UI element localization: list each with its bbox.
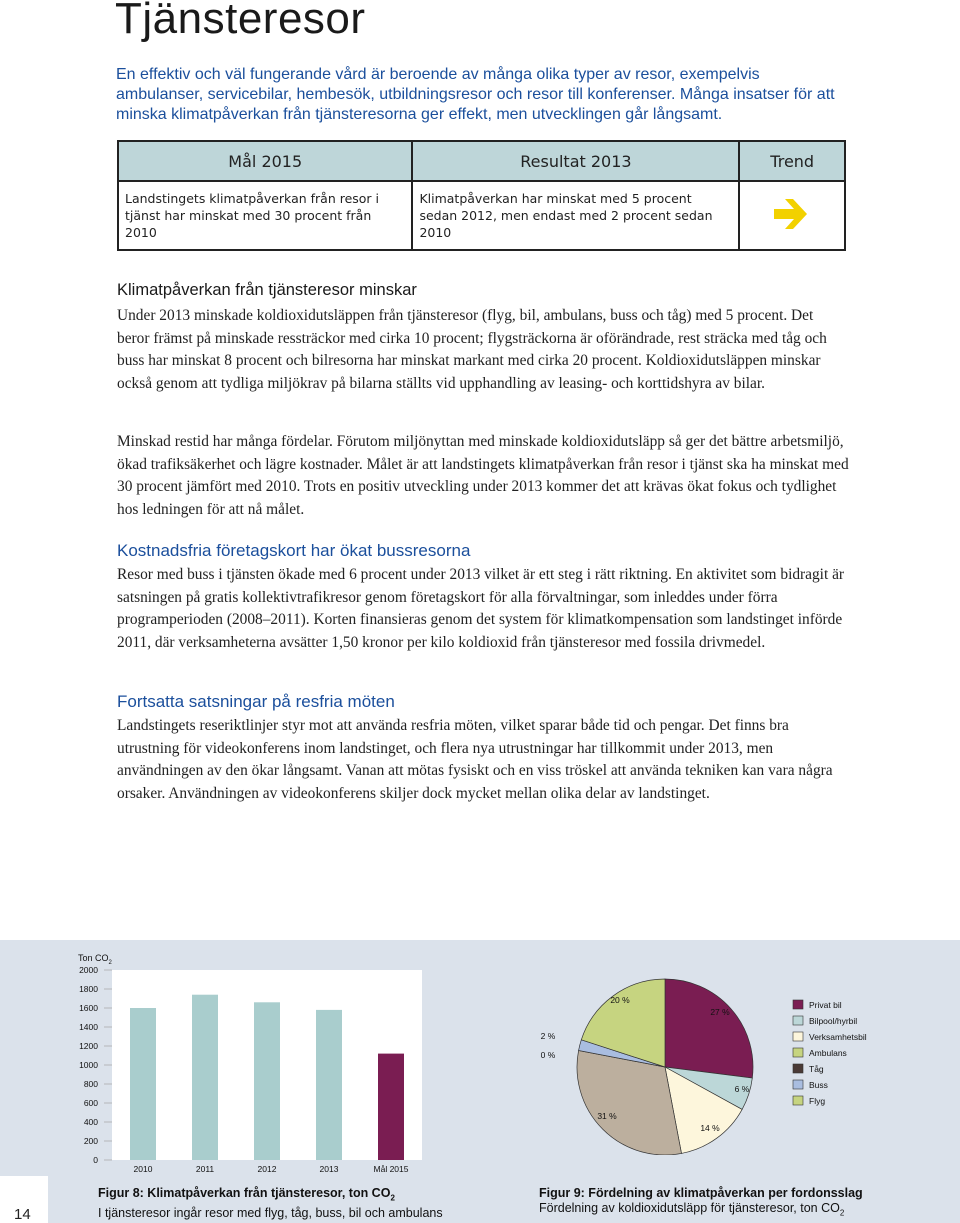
section-1-paragraph-2: Minskad restid har många fördelar. Förutom miljönyttan med minskade koldioxidutsläpp så ger det bättre arbetsmiljö, ökad trafiksäkerhet och lägre kostnader. Målet är att landstingets klimatpåverkan från resor i tjänst ska ha minskat med 30 procent jämfört med 2010. Trots en positiv utveckling under 2013 kommer det att krävas ökat fokus och tydlighet hos ledningen för att nå målet. (117, 433, 849, 518)
pie-slice-label: 2 % (540, 1031, 556, 1041)
trend-header: Trend (739, 141, 845, 181)
bar-y-axis-label: Ton $CO_2$ (78, 953, 112, 966)
pie-slice-label: 6 % (734, 1084, 750, 1094)
intro-paragraph: En effektiv och väl fungerande vård är beroende av många olika typer av resor, exempelvis ambulanser, servicebilar, hembesök, utbildningsresor och resor till konferenser. Många insatser för att minska klimatpåverkan från tjänsteresorna ger effekt, men utvecklingen går långsamt. (116, 66, 835, 123)
legend-swatch (793, 1096, 803, 1105)
figure-9-caption (539, 1186, 939, 1221)
legend-label: Buss (809, 1080, 828, 1090)
legend-swatch (793, 1032, 803, 1041)
goal-header: Mål 2015 (118, 141, 412, 181)
bar-y-tick-label: 2000 (79, 965, 98, 975)
legend-swatch (793, 1080, 803, 1089)
bar-y-tick-label: 800 (83, 1079, 98, 1089)
figure-8-text: I tjänsteresor ingår resor med flyg, tåg, buss, bil och ambulans (98, 1205, 443, 1220)
legend-swatch (793, 1048, 803, 1057)
bar-category-label: 2012 (257, 1164, 277, 1174)
goal-table-header-row (118, 141, 845, 181)
section-2-paragraph-1: Resor med buss i tjänsten ökade med 6 procent under 2013 vilket är ett steg i rätt riktning. En aktivitet som bidragit är satsningen på gratis kollektivtrafikresor genom företagskort för alla förvaltningar, som inleddes under förra programperioden (2008–2011). Korten finansieras genom det system för klimatkompensation som landstinget införde 2011, där verksamheterna avsätter 1,50 kronor per kilo koldioxid från tjänsteresor med fossila drivmedel. (117, 566, 845, 651)
legend-label: Tåg (809, 1064, 824, 1074)
legend-swatch (793, 1016, 803, 1025)
bar-y-tick-label: 0 (93, 1155, 98, 1165)
goal-cell: Landstingets klimatpåverkan från resor i tjänst har minskat med 30 procent från 2010 (125, 191, 380, 240)
page-title: Tjänsteresor (115, 0, 366, 43)
trend-cell (739, 181, 845, 250)
legend-label: Flyg (809, 1096, 826, 1106)
section-heading-2: Kostnadsfria företagskort har ökat bussresorna (117, 541, 471, 560)
arrow-right-icon (771, 194, 813, 234)
legend-swatch (793, 1000, 803, 1009)
bar-2010 (130, 1008, 156, 1160)
page-number-box (0, 1176, 48, 1223)
figure-8-title: Figur 8: Klimatpåverkan från tjänsteresor, ton $CO_2$ (98, 1186, 395, 1203)
bar-y-tick-label: 1000 (79, 1060, 98, 1070)
legend-label: Verksamhetsbil (809, 1032, 867, 1042)
page-number: 14 (14, 1206, 31, 1223)
bar-Mål 2015 (378, 1054, 404, 1160)
bar-chart (60, 948, 440, 1180)
legend-label: Ambulans (809, 1048, 847, 1058)
bar-y-tick-label: 400 (83, 1117, 98, 1127)
pie-chart (530, 975, 910, 1155)
bar-category-label: Mål 2015 (373, 1164, 409, 1174)
pie-slice-Privat bil (665, 979, 753, 1078)
bar-category-label: 2010 (133, 1164, 153, 1174)
bar-y-tick-label: 1600 (79, 1003, 98, 1013)
legend-label: Privat bil (809, 1000, 842, 1010)
result-cell: Klimatpåverkan har minskat med 5 procent sedan 2012, men endast med 2 procent sedan 2010 (412, 181, 739, 250)
bar-y-tick-label: 1400 (79, 1022, 98, 1032)
pie-slice-label: 0 % (540, 1050, 556, 1060)
pie-slice-label: 20 % (610, 995, 630, 1005)
bar-2012 (254, 1002, 280, 1160)
pie-slice-label: 31 % (597, 1111, 617, 1121)
bar-y-tick-label: 200 (83, 1136, 98, 1146)
legend-label: Bilpool/hyrbil (809, 1016, 858, 1026)
bar-2011 (192, 995, 218, 1160)
goal-table (117, 140, 846, 251)
figure-8-caption (98, 1186, 518, 1221)
bar-category-label: 2013 (319, 1164, 339, 1174)
result-header: Resultat 2013 (412, 141, 739, 181)
pie-slice-label: 14 % (700, 1123, 720, 1133)
figure-9-text: Fördelning av koldioxidutsläpp för tjänsteresor, ton $CO_2$ (539, 1201, 845, 1218)
bar-y-tick-label: 1200 (79, 1041, 98, 1051)
bar-category-label: 2011 (195, 1164, 215, 1174)
bar-2013 (316, 1010, 342, 1160)
pie-slice-label: 27 % (710, 1007, 730, 1017)
section-heading-3: Fortsatta satsningar på resfria möten (117, 692, 395, 711)
section-1-paragraph-1: Under 2013 minskade koldioxidutsläppen från tjänsteresor (flyg, bil, ambulans, buss och tåg) med 5 procent. Det beror främst på minskade ressträckor med cirka 10 procent; flygsträckorna är oförändrade, rest sträcka med tåg och buss har minskat 8 procent och bilresorna har minskat markant med cirka 20 procent. Koldioxidutsläppen minskar också genom att tydliga miljökrav på bilarna ställts vid upphandling av leasing- och korttidshyra av bilar. (117, 307, 827, 392)
bar-y-tick-label: 600 (83, 1098, 98, 1108)
section-3-paragraph-1: Landstingets reseriktlinjer styr mot att använda resfria möten, vilket sparar både tid och pengar. Det finns bra utrustning för videokonferens inom landstinget, och flera nya utrustningar har tillkommit under 2013, men användningen av den ökar långsamt. Vanan att mötas fysiskt och en viss tröskel att använda tekniken kan vara några orsaker. Användningen av videokonferens skiljer dock mycket mellan olika delar av landstinget. (117, 717, 833, 802)
legend-swatch (793, 1064, 803, 1073)
trend-arrow (774, 199, 807, 229)
figure-9-title: Figur 9: Fördelning av klimatpåverkan per fordonsslag (539, 1186, 863, 1200)
goal-table-row (118, 181, 845, 250)
section-heading-1: Klimatpåverkan från tjänsteresor minskar (117, 281, 417, 299)
bar-y-tick-label: 1800 (79, 984, 98, 994)
